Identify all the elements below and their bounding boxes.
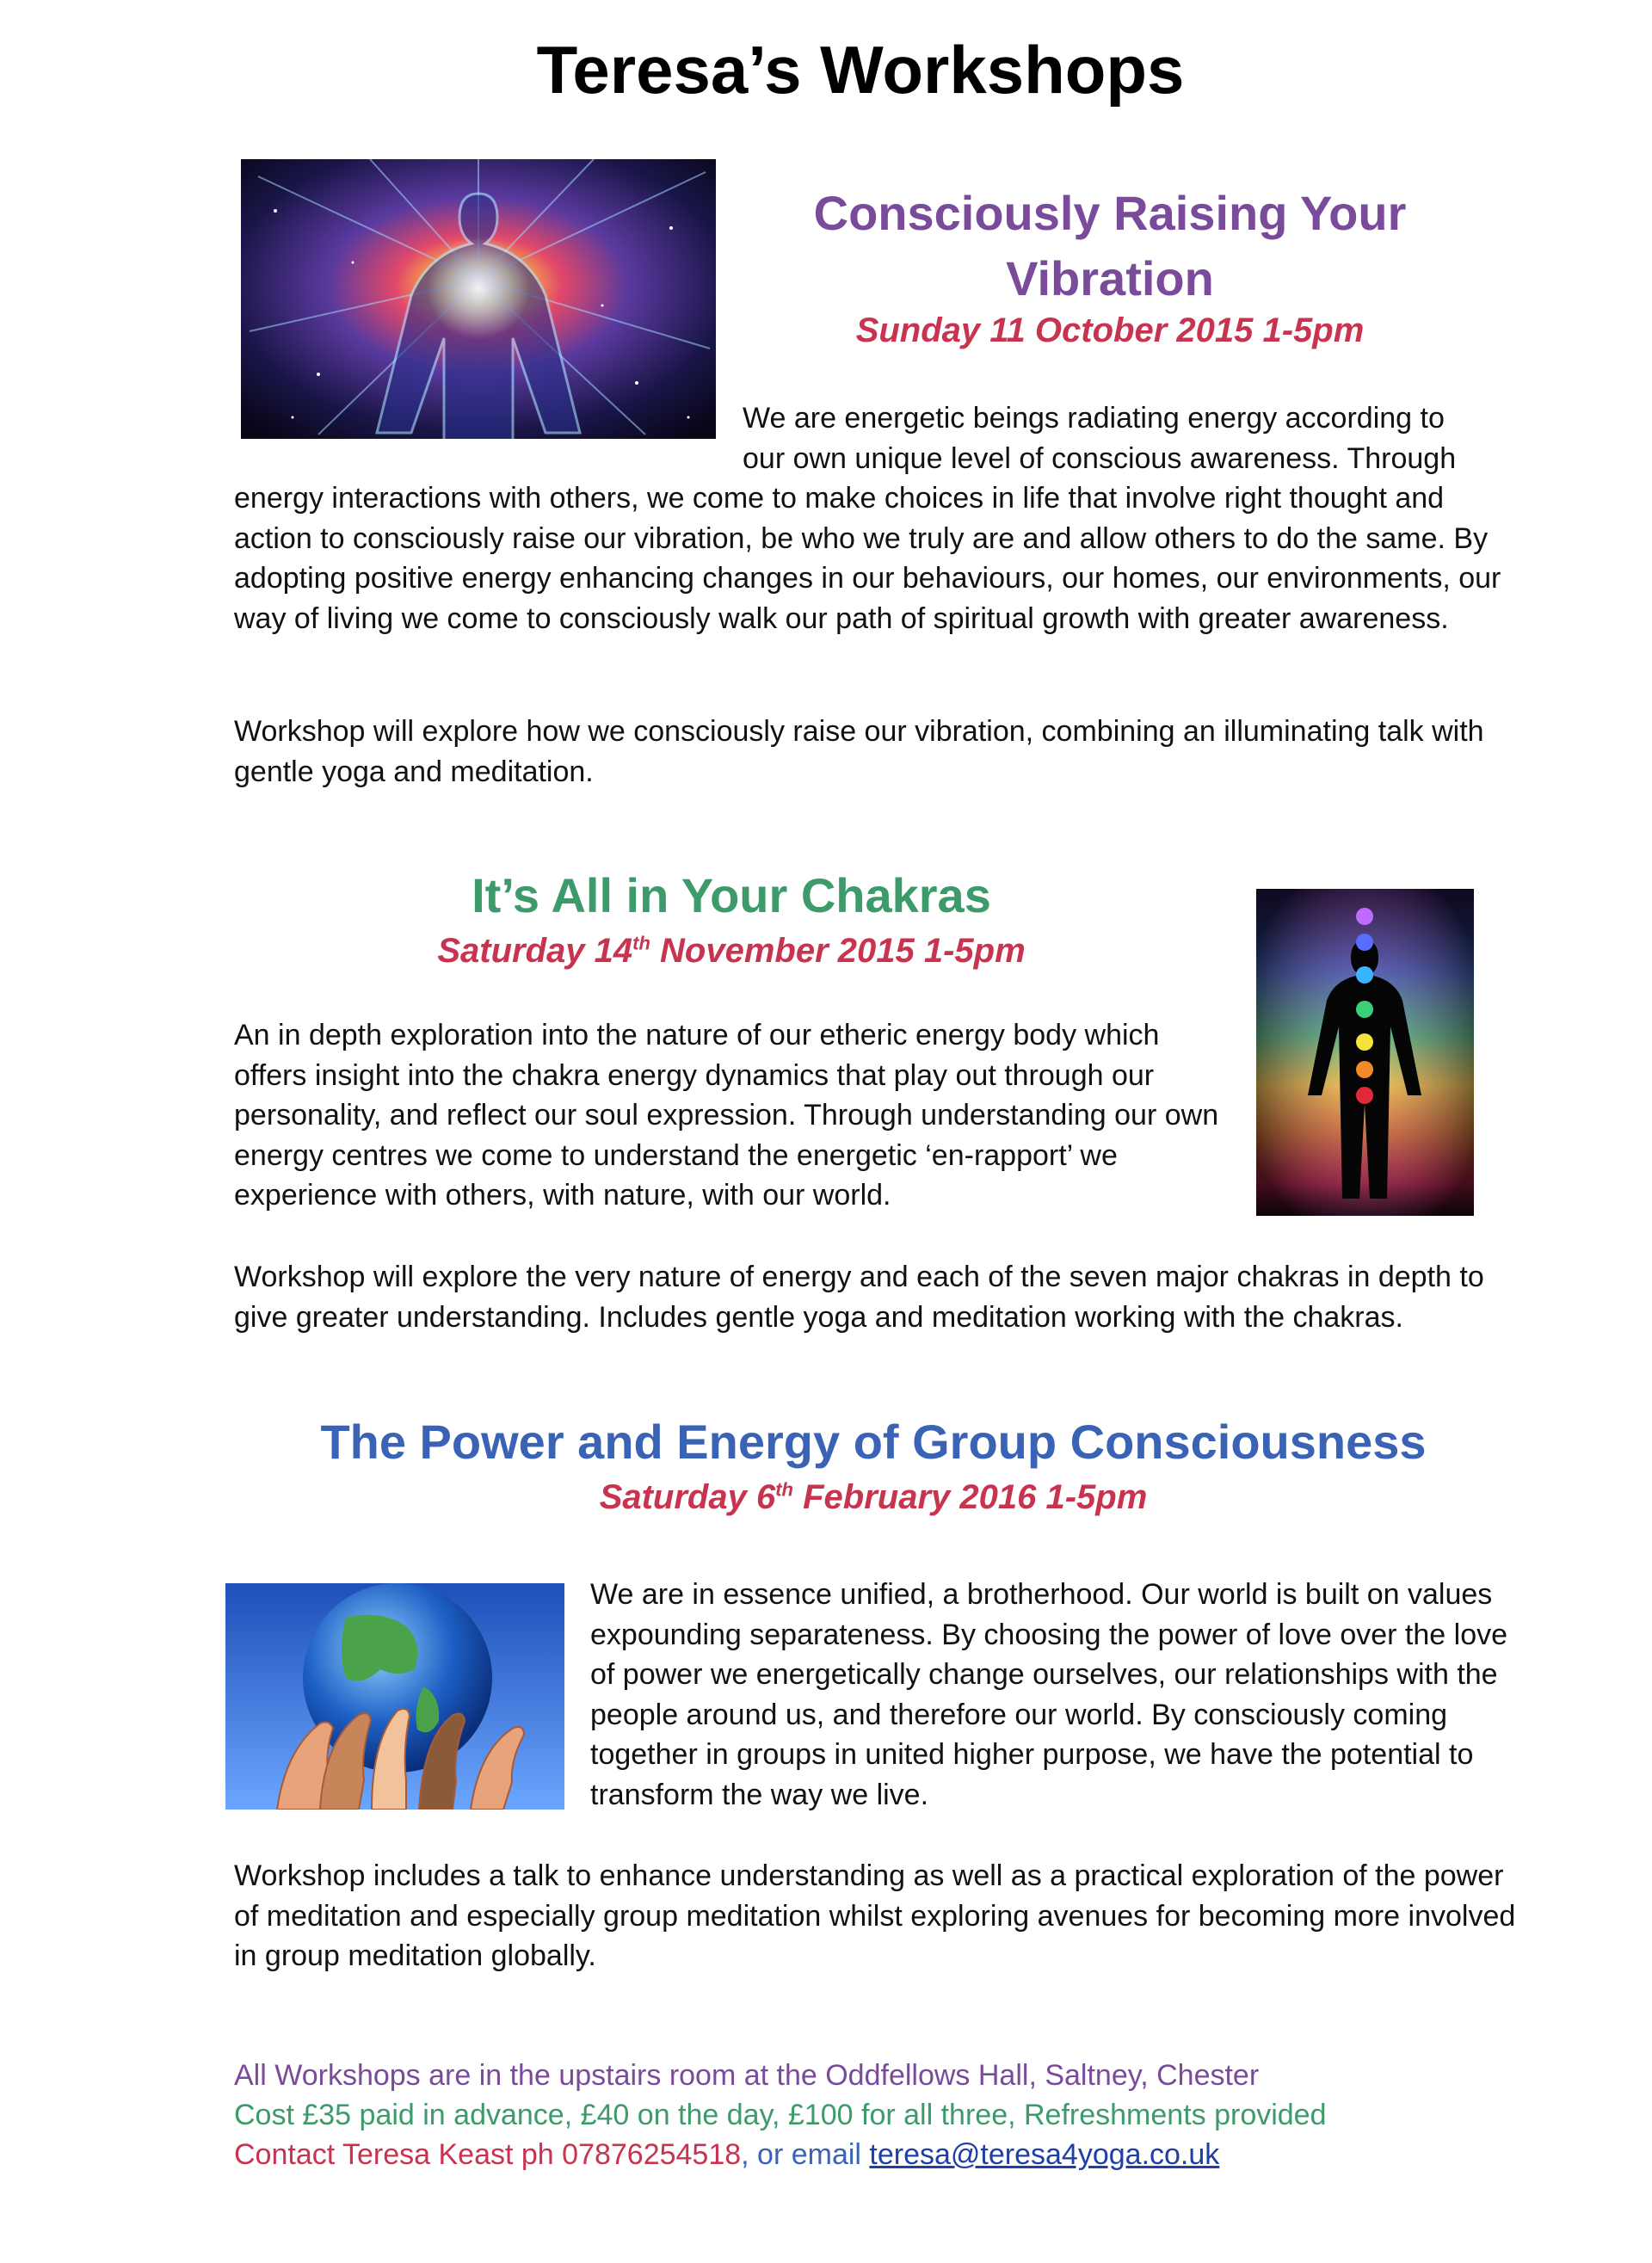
workshop-1-intro	[743, 398, 1517, 478]
workshop-3-date	[155, 1478, 1592, 1517]
email-link[interactable]: teresa@teresa4yoga.co.uk	[869, 2138, 1220, 2171]
workshop-1-title-line1: Consciously Raising Your	[813, 186, 1407, 240]
workshop-3-description: We are in essence unified, a brotherhood. Our world is built on values expounding separateness. By choosing the power of love over the love of power we energetically change ourselves, our relationships with the people around us, and therefore our world. By consciously coming together in groups in united higher purpose, we have the potential to transform the way we live.	[590, 1578, 1508, 1811]
workshop-1-title	[809, 181, 1411, 311]
workshop-1-title-line2: Vibration	[1006, 251, 1214, 305]
workshop-3-date-prefix: Saturday 6	[599, 1478, 776, 1516]
chakra-image	[1256, 889, 1474, 1216]
footer-cost: Cost £35 paid in advance, £40 on the day, £100 for all three, Refreshments provided	[234, 2099, 1327, 2131]
footer-or-email: , or email	[741, 2138, 870, 2171]
footer-location: All Workshops are in the upstairs room at the Oddfellows Hall, Saltney, Chester	[234, 2059, 1260, 2092]
workshop-2-summary: Workshop will explore the very nature of energy and each of the seven major chakras in depth to give greater understanding. Includes gentle yoga and meditation working with the chakras.	[234, 1261, 1484, 1334]
chakra-figure-icon	[1256, 889, 1474, 1216]
footer	[234, 2056, 1568, 2174]
footer-contact: Contact Teresa Keast ph 07876254518	[234, 2138, 742, 2171]
workshop-2-date-suffix: November 2015 1-5pm	[650, 932, 1026, 970]
page-title: Teresa’s Workshops	[536, 32, 1185, 108]
workshop-3-date-sup: th	[775, 1478, 793, 1501]
workshop-2-date-prefix: Saturday 14	[437, 932, 633, 970]
workshop-2-date	[301, 932, 1162, 971]
workshop-3-summary: Workshop includes a talk to enhance understanding as well as a practical exploration of the power of meditation and especially group meditation whilst exploring avenues for becoming more involved in group meditation globally.	[234, 1859, 1516, 1972]
globe-hands-image	[225, 1583, 564, 1810]
workshop-1-intro-line1: We are energetic beings radiating energy according to	[743, 402, 1445, 435]
workshop-1-intro-line2: our own unique level of conscious awareness. Through	[743, 441, 1457, 475]
workshop-3-date-suffix: February 2016 1-5pm	[792, 1478, 1148, 1516]
workshop-3-title: The Power and Energy of Group Consciousness	[320, 1415, 1427, 1469]
glowing-energy-body-icon	[241, 159, 716, 439]
workshop-1-summary: Workshop will explore how we consciously raise our vibration, combining an illuminating talk with gentle yoga and meditation.	[234, 715, 1484, 788]
hands-holding-globe-icon	[225, 1583, 564, 1810]
workshop-1-description: energy interactions with others, we come to make choices in life that involve right thought and action to consciously raise our vibration, be who we truly are and allow others to do the same. By adopting positive energy enhancing changes in our behaviours, our homes, our environments, our way of living we come to consciously walk our path of spiritual growth with greater awareness.	[234, 482, 1501, 635]
footer-contact-line	[234, 2135, 1568, 2174]
workshop-1-date: Sunday 11 October 2015 1-5pm	[855, 311, 1365, 349]
workshop-2-title: It’s All in Your Chakras	[472, 868, 991, 922]
workshop-2-description: An in depth exploration into the nature of our etheric energy body which offers insight into the chakra energy dynamics that play out through our personality, and reflect our soul expression. Through understanding our own energy centres we come to understand the energetic ‘en-rapport’ we experience with others, with nature, with our world.	[234, 1019, 1219, 1212]
workshop-2-date-sup: th	[632, 932, 650, 954]
energy-body-image	[241, 159, 716, 439]
